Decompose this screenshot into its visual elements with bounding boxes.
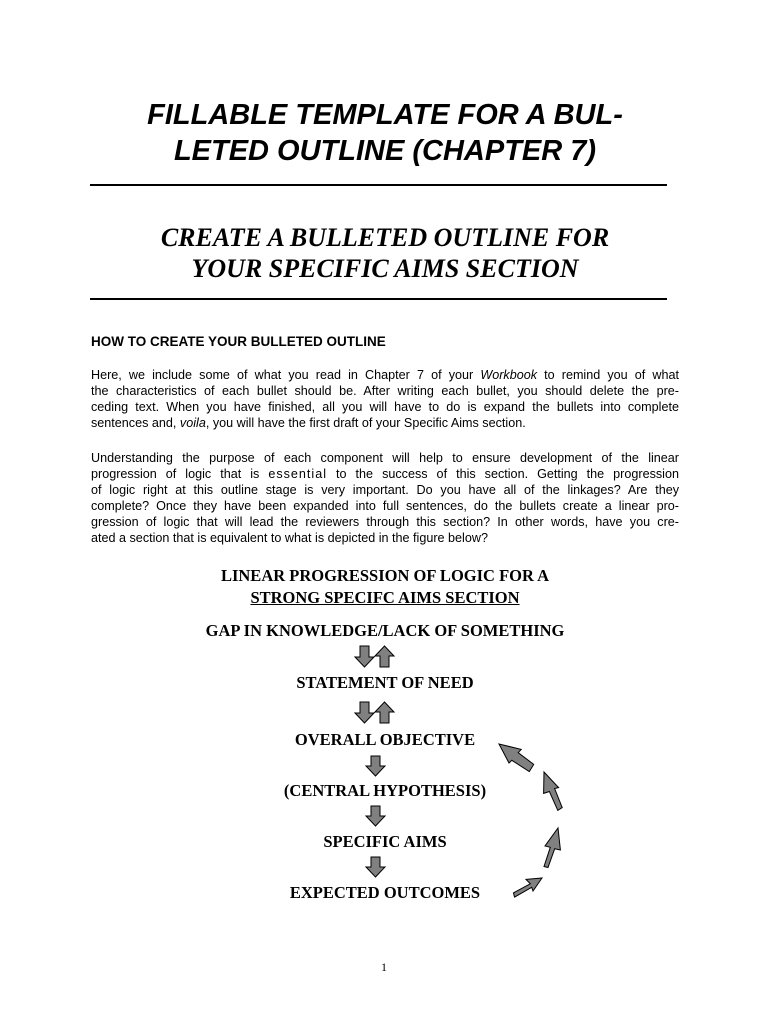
up-arrow-icon <box>375 702 394 723</box>
feedback-arrow-icon <box>544 828 560 868</box>
intro-paragraph-line: the characteristics of each bullet should be. After writing each bullet, you should delete the pre- <box>91 384 679 398</box>
feedback-loop-arrows <box>499 744 562 897</box>
purpose-paragraph-line: of logic right at this outline stage is very important. Do you have all of the linkages? Are they <box>91 483 679 497</box>
voila-italic: voila <box>179 416 206 430</box>
arrow-pair-1 <box>355 646 394 667</box>
document-title-line-2: LETED OUTLINE (CHAPTER 7) <box>173 135 597 167</box>
down-arrow-icon <box>366 857 385 877</box>
section-heading: HOW TO CREATE YOUR BULLETED OUTLINE <box>91 334 386 349</box>
node-gap-in-knowledge: GAP IN KNOWLEDGE/LACK OF SOMETHING <box>205 621 565 640</box>
down-arrow-icon <box>366 756 385 776</box>
purpose-paragraph-line: ated a section that is equivalent to what is depicted in the figure below? <box>91 531 488 545</box>
document-title-line-1: FILLABLE TEMPLATE FOR A BUL- <box>147 99 623 131</box>
down-arrow-icon <box>355 646 374 667</box>
purpose-paragraph-line: Understanding the purpose of each component will help to ensure development of the linear <box>91 451 679 465</box>
up-arrow-icon <box>375 646 394 667</box>
essential-spaced: essential <box>268 467 328 481</box>
feedback-arrow-icon <box>513 878 542 897</box>
node-central-hypothesis: (CENTRAL HYPOTHESIS) <box>283 781 487 800</box>
figure-title-line-2: STRONG SPECIFC AIMS SECTION <box>250 588 520 607</box>
text-run: progression of logic that is <box>91 467 269 481</box>
feedback-arrow-icon <box>544 772 563 810</box>
node-overall-objective: OVERALL OBJECTIVE <box>294 730 476 749</box>
arrow-pair-2 <box>355 702 394 723</box>
node-expected-outcomes: EXPECTED OUTCOMES <box>289 883 481 902</box>
intro-paragraph-line: ceding text. When you have finished, all you will have to do is expand the bullets into complete <box>91 400 679 414</box>
document-subtitle-line-1: CREATE A BULLETED OUTLINE FOR <box>160 223 610 252</box>
figure-title-line-1: LINEAR PROGRESSION OF LOGIC FOR A <box>220 566 550 585</box>
workbook-italic: Workbook <box>480 368 538 382</box>
down-arrow-icon <box>355 702 374 723</box>
purpose-paragraph-line: complete? Once they have been expanded into full sentences, do the bullets create a linear pro- <box>91 499 679 513</box>
down-arrow-icon <box>366 806 385 826</box>
text-run: sentences and, <box>91 416 180 430</box>
node-statement-of-need: STATEMENT OF NEED <box>296 673 474 692</box>
text-run: Here, we include some of what you read in Chapter 7 of your <box>91 368 481 382</box>
document-subtitle-line-2: YOUR SPECIFIC AIMS SECTION <box>191 254 579 283</box>
text-run: to the success of this section. Getting the progression <box>327 467 679 481</box>
text-run: , you will have the first draft of your Specific Aims section. <box>205 416 526 430</box>
feedback-arrow-icon <box>499 744 534 772</box>
text-run: to remind you of what <box>537 368 679 382</box>
page-number: 1 <box>381 960 387 974</box>
node-specific-aims: SPECIFIC AIMS <box>323 832 447 851</box>
purpose-paragraph-line: gression of logic that will lead the reviewers through this section? In other words, have you cre- <box>91 515 679 529</box>
